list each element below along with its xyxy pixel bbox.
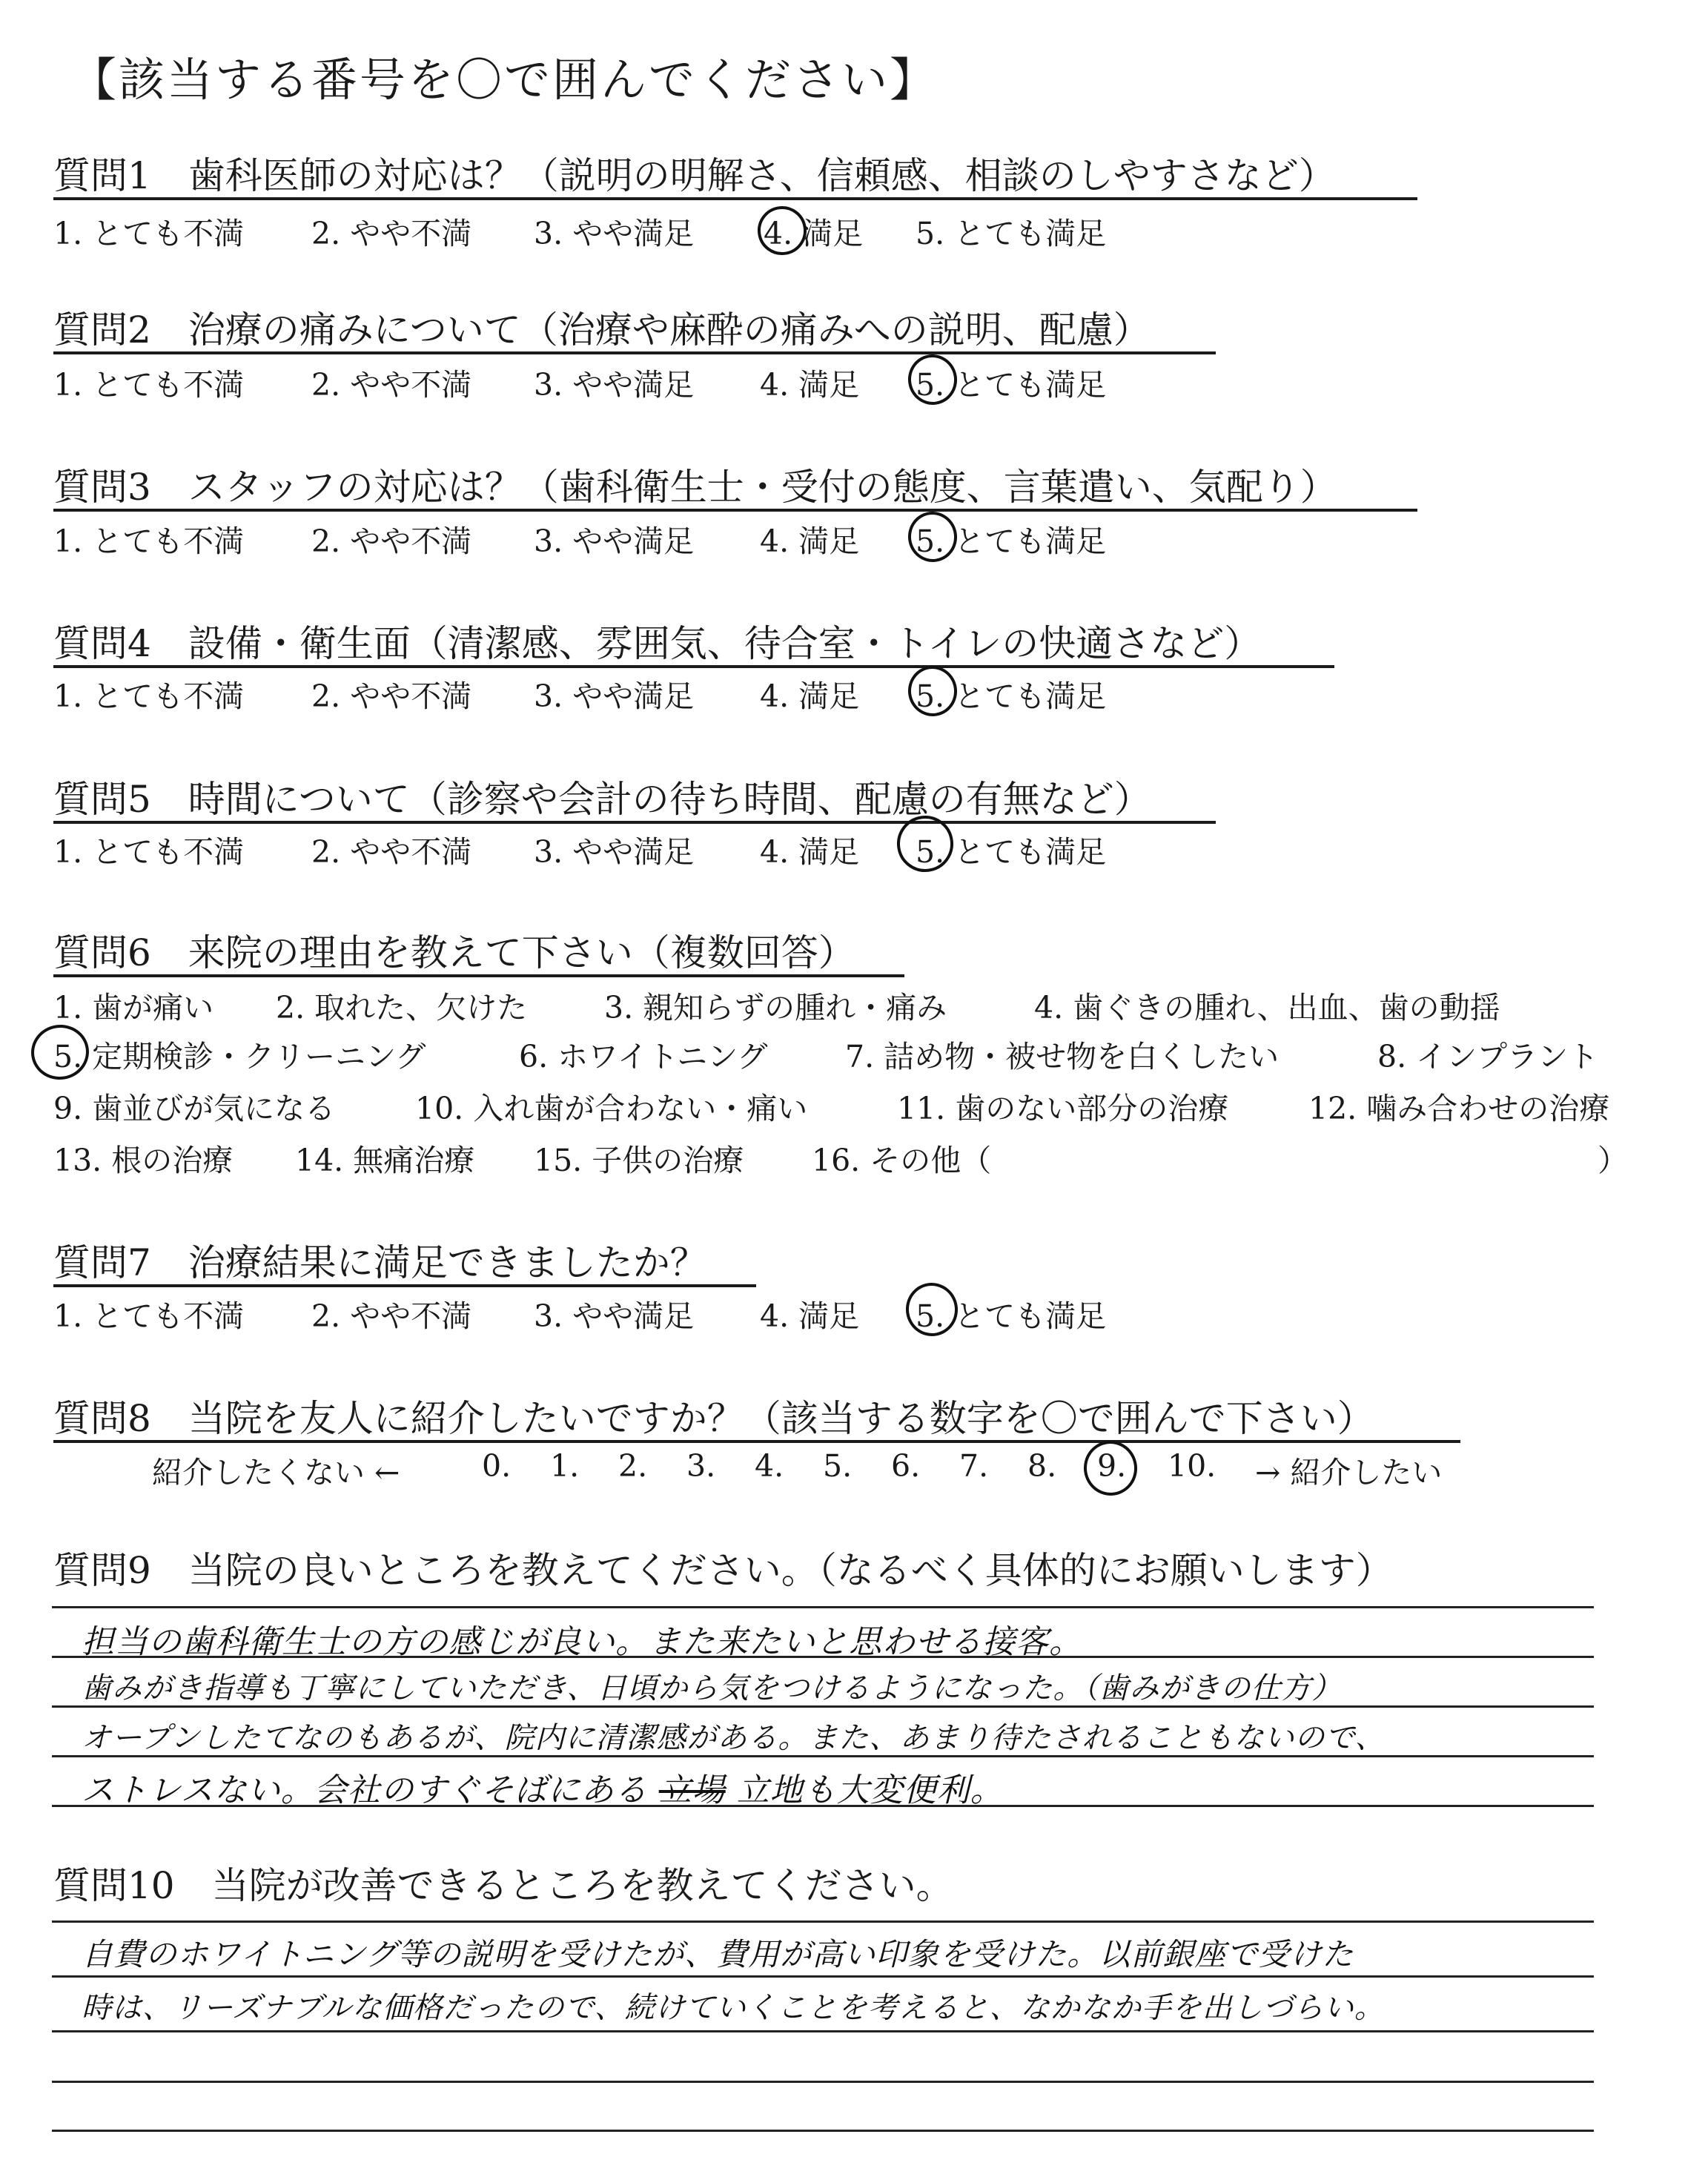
q3-option-5[interactable]: 5. とても満足 (916, 524, 1107, 559)
q6-option-15[interactable]: 15. 子供の治療 (534, 1143, 744, 1178)
question-7-title: 質問7 治療結果に満足できましたか？ (53, 1241, 707, 1284)
q6-option-11[interactable]: 11. 歯のない部分の治療 (897, 1091, 1229, 1126)
q8-scale-9[interactable]: 9. (1097, 1448, 1127, 1484)
q6-option-8[interactable]: 8. インプラント (1377, 1039, 1599, 1074)
q8-scale-7[interactable]: 7. (959, 1448, 989, 1484)
q6-option-13[interactable]: 13. 根の治療 (53, 1143, 234, 1178)
q4-option-3[interactable]: 3. やや満足 (534, 678, 695, 714)
q10-answer-line-5 (52, 2130, 1594, 2132)
question-7-underline (53, 1284, 756, 1287)
question-6-underline (53, 974, 904, 977)
q6-option-3[interactable]: 3. 親知らずの腫れ・痛み (604, 990, 947, 1025)
question-1-underline (53, 197, 1417, 200)
q10-answer-line-1 (52, 1920, 1594, 1923)
q6-option-14[interactable]: 14. 無痛治療 (295, 1143, 475, 1178)
q8-scale-10[interactable]: 10. (1168, 1448, 1217, 1484)
q7-option-1[interactable]: 1. とても不満 (53, 1298, 245, 1334)
q3-option-2[interactable]: 2. やや不満 (311, 524, 472, 559)
q10-answer-text-2: 時は、リーズナブルな価格だったので、続けていくことを考えると、なかなか手を出しづらい。 (82, 1991, 1385, 2025)
q8-scale-2[interactable]: 2. (618, 1448, 648, 1484)
q5-option-5[interactable]: 5. とても満足 (916, 834, 1107, 870)
q9-answer-text-4a: ストレスない。会社のすぐそばにある (82, 1771, 648, 1809)
q6-option-12[interactable]: 12. 噛み合わせの治療 (1308, 1091, 1610, 1126)
question-8-underline (53, 1440, 1460, 1443)
q10-answer-line-4 (52, 2081, 1594, 2083)
q2-option-3[interactable]: 3. やや満足 (534, 367, 695, 403)
q9-struck-word: 立場 (658, 1771, 726, 1809)
q5-option-4[interactable]: 4. 満足 (760, 834, 860, 870)
q10-answer-line-3 (52, 2030, 1594, 2032)
q5-option-2[interactable]: 2. やや不満 (311, 834, 472, 870)
q6-other-close-paren: ） (1598, 1143, 1628, 1178)
q3-option-4[interactable]: 4. 満足 (760, 524, 860, 559)
q6-option-16[interactable]: 16. その他（ (812, 1143, 992, 1178)
q6-option-5[interactable]: 5. 定期検診・クリーニング (53, 1039, 426, 1074)
q5-option-3[interactable]: 3. やや満足 (534, 834, 695, 870)
q4-option-5[interactable]: 5. とても満足 (916, 678, 1107, 714)
q8-scale-8[interactable]: 8. (1027, 1448, 1057, 1484)
q1-option-1[interactable]: 1. とても不満 (53, 216, 245, 251)
question-3-title: 質問3 スタッフの対応は？（歯科衛生士・受付の態度、言葉遣い、気配り） (53, 466, 1337, 509)
q6-option-4[interactable]: 4. 歯ぐきの腫れ、出血、歯の動揺 (1034, 990, 1500, 1025)
q3-option-1[interactable]: 1. とても不満 (53, 524, 245, 559)
q1-option-2[interactable]: 2. やや不満 (311, 216, 472, 251)
q5-option-1[interactable]: 1. とても不満 (53, 834, 245, 870)
question-5-underline (53, 821, 1216, 824)
q9-answer-text-1: 担当の歯科衛生士の方の感じが良い。また来たいと思わせる接客。 (82, 1623, 1082, 1661)
question-4-underline (53, 665, 1334, 668)
q7-option-4[interactable]: 4. 満足 (760, 1298, 860, 1334)
q8-scale-0[interactable]: 0. (482, 1448, 512, 1484)
question-1-title: 質問1 歯科医師の対応は？（説明の明解さ、信頼感、相談のしやすさなど） (53, 154, 1336, 197)
q10-answer-line-2 (52, 1975, 1594, 1978)
q3-option-3[interactable]: 3. やや満足 (534, 524, 695, 559)
q8-scale-5[interactable]: 5. (823, 1448, 853, 1484)
question-3-underline (53, 509, 1417, 512)
q8-scale-4[interactable]: 4. (755, 1448, 784, 1484)
q1-option-5[interactable]: 5. とても満足 (916, 216, 1107, 251)
question-10-title: 質問10 当院が改善できるところを教えてください。 (53, 1864, 953, 1907)
q2-option-5[interactable]: 5. とても満足 (916, 367, 1107, 403)
q4-option-1[interactable]: 1. とても不満 (53, 678, 245, 714)
q9-answer-text-3: オープンしたてなのもあるが、院内に清潔感がある。また、あまり待たされることもないので、 (82, 1721, 1386, 1755)
q7-option-2[interactable]: 2. やや不満 (311, 1298, 472, 1334)
q7-option-3[interactable]: 3. やや満足 (534, 1298, 695, 1334)
q8-scale-6[interactable]: 6. (891, 1448, 921, 1484)
q9-answer-text-4b: 立地も大変便利。 (736, 1771, 1004, 1809)
question-5-title: 質問5 時間について（診察や会計の待ち時間、配慮の有無など） (53, 778, 1151, 821)
q8-scale-1[interactable]: 1. (550, 1448, 580, 1484)
q6-option-2[interactable]: 2. 取れた、欠けた (276, 990, 528, 1025)
q2-option-2[interactable]: 2. やや不満 (311, 367, 472, 403)
q6-option-1[interactable]: 1. 歯が痛い (53, 990, 214, 1025)
q6-option-9[interactable]: 9. 歯並びが気になる (53, 1091, 336, 1126)
q8-left-label: 紹介したくない ← (152, 1455, 400, 1490)
q6-option-6[interactable]: 6. ホワイトニング (519, 1039, 768, 1074)
question-6-title: 質問6 来院の理由を教えて下さい（複数回答） (53, 931, 855, 974)
q2-option-1[interactable]: 1. とても不満 (53, 367, 245, 403)
question-9-title: 質問9 当院の良いところを教えてください。（なるべく具体的にお願いします） (53, 1549, 1393, 1592)
q6-option-7[interactable]: 7. 詰め物・被せ物を白くしたい (845, 1039, 1280, 1074)
q9-answer-text-2: 歯みがき指導も丁寧にしていただき、日頃から気をつけるようになった。（歯みがきの仕方） (82, 1671, 1343, 1705)
q6-option-10[interactable]: 10. 入れ歯が合わない・痛い (415, 1091, 808, 1126)
q9-answer-line-1 (52, 1606, 1594, 1608)
q8-right-label: → 紹介したい (1255, 1455, 1443, 1490)
question-2-underline (53, 351, 1216, 354)
page-heading: 【該当する番号を〇で囲んでください】 (70, 53, 939, 107)
q8-selection-circle (1080, 1437, 1141, 1499)
q4-option-4[interactable]: 4. 満足 (760, 678, 860, 714)
question-8-title: 質問8 当院を友人に紹介したいですか？（該当する数字を〇で囲んで下さい） (53, 1397, 1374, 1440)
q9-answer-text-4 (82, 1763, 1004, 1811)
q8-scale-3[interactable]: 3. (686, 1448, 716, 1484)
question-4-title: 質問4 設備・衛生面（清潔感、雰囲気、待合室・トイレの快適さなど） (53, 622, 1262, 665)
q7-option-5[interactable]: 5. とても満足 (916, 1298, 1107, 1334)
q1-option-4[interactable]: 4. 満足 (764, 216, 864, 251)
q1-option-3[interactable]: 3. やや満足 (534, 216, 695, 251)
question-2-title: 質問2 治療の痛みについて（治療や麻酔の痛みへの説明、配慮） (53, 308, 1151, 351)
q2-option-4[interactable]: 4. 満足 (760, 367, 860, 403)
q10-answer-text-1: 自費のホワイトニング等の説明を受けたが、費用が高い印象を受けた。以前銀座で受けた (82, 1936, 1354, 1972)
q4-option-2[interactable]: 2. やや不満 (311, 678, 472, 714)
